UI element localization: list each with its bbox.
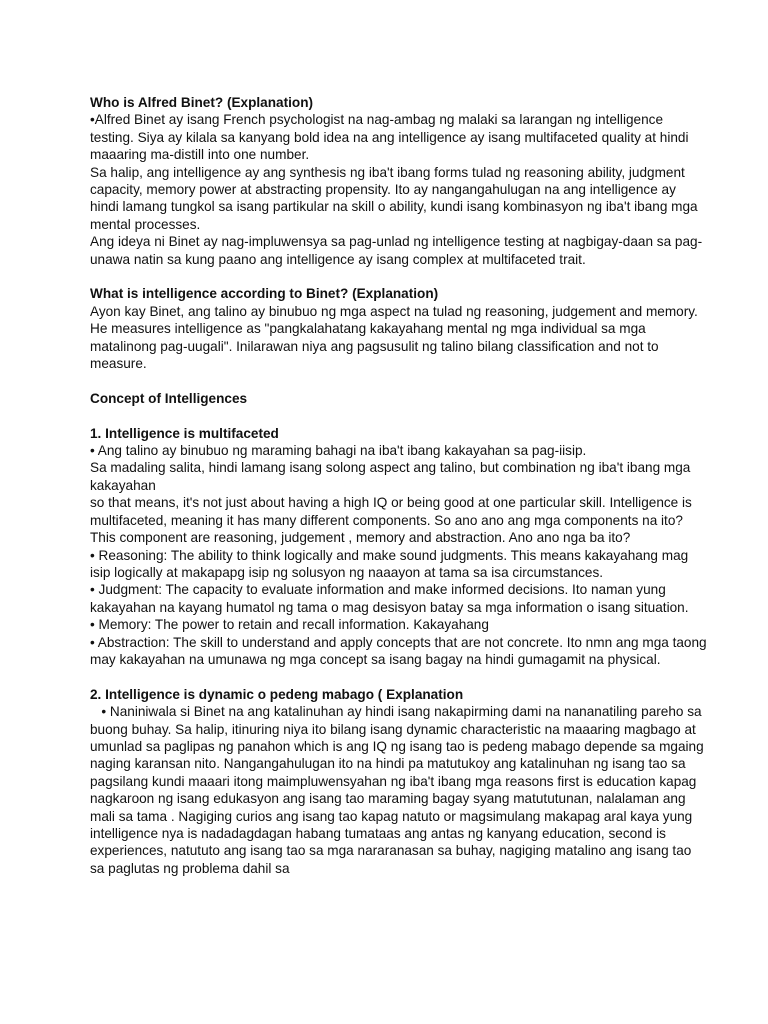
heading-intelligence-according-to-binet: What is intelligence according to Binet? (Explanation)	[90, 286, 439, 302]
heading-concept-of-intelligences: Concept of Intelligences	[90, 390, 248, 406]
paragraph: •Alfred Binet ay isang French psychologist na nag-ambag ng malaki sa larangan ng intelligence testing. Siya ay kilala sa kanyang bold idea na ang intelligence ay isang multifaceted quality at hindi maaaring ma-distill into one number.	[90, 112, 689, 163]
heading-who-is-binet: Who is Alfred Binet? (Explanation)	[90, 95, 314, 110]
bullet-judgment: • Judgment: The capacity to evaluate information and make informed decisions. Ito naman yung kakayahan na kayang humatol ng tama o mag desisyon batay sa mga information o isang situation.	[90, 582, 689, 615]
section-who-is-binet	[90, 94, 708, 268]
section-dynamic	[90, 686, 708, 877]
heading-dynamic: 2. Intelligence is dynamic o pedeng mabago ( Explanation	[90, 686, 464, 702]
spacer	[90, 407, 708, 424]
paragraph: Ayon kay Binet, ang talino ay binubuo ng mga aspect na tulad ng reasoning, judgement and memory. He measures intelligence as "pangkalahatang kakayahang mental ng mga individual sa mga matalinong pag-uugali". Inilarawan niya ang pagsusulit ng talino bilang classification and not to measure.	[90, 303, 698, 372]
bullet-memory: • Memory: The power to retain and recall information. Kakayahang	[90, 617, 489, 633]
spacer	[90, 268, 708, 285]
bullet-reasoning: • Reasoning: The ability to think logically and make sound judgments. This means kakayahang mag isip logically at makapapg isip ng solusyon ng naaayon at tama sa isa circumstances.	[90, 547, 689, 580]
spacer	[90, 668, 708, 685]
section-multifaceted	[90, 425, 708, 669]
paragraph: • Naniniwala si Binet na ang katalinuhan ay hindi isang nakapirming dami na nananatiling pareho sa buong buhay. Sa halip, itinuring niya ito bilang isang dynamic characteristic na maaaring magbago at umunlad sa paglipas ng panahon which is ang IQ ng isang tao is pedeng mabago depende sa mgaing naging karansan nito. Nangangahulugan ito na hindi pa matutukoy ang katalinuhan ng isang tao sa pagsilang kundi maaari itong maimpluwensyahan ng iba't ibang mga reasons first is education kapag nagkaroon ng isang edukasyon ang isang tao maraming bagay syang matututunan, nalalaman ang mali sa tama . Nagiging curios ang isang tao kapag natuto or magsimulang makapag aral kaya yung intelligence nya is nadadagdagan habang tumataas ang antas ng kanyang education, second is experiences, natututo ang isang tao sa mga nararanasan sa buhay, nagiging matalino ang isang tao sa paglutas ng problema dahil sa	[90, 704, 708, 876]
heading-multifaceted: 1. Intelligence is multifaceted	[90, 425, 279, 441]
paragraph: Sa madaling salita, hindi lamang isang solong aspect ang talino, but combination ng iba't ibang mga kakayahan	[90, 460, 691, 493]
spacer	[90, 372, 708, 389]
paragraph: Ang ideya ni Binet ay nag-impluwensya sa pag-unlad ng intelligence testing at nagbigay-daan sa pag-unawa natin sa kung paano ang intelligence ay isang complex at multifaceted trait.	[90, 234, 703, 267]
section-concept-of-intelligences	[90, 390, 708, 407]
paragraph: • Ang talino ay binubuo ng maraming bahagi na iba't ibang kakayahan sa pag-iisip.	[90, 443, 587, 459]
bullet-abstraction: • Abstraction: The skill to understand and apply concepts that are not concrete. Ito nmn ang mga taong may kakayahan na umunawa ng mga concept sa isang bagay na hindi gumagamit na physical.	[90, 634, 707, 667]
section-intelligence-according-to-binet	[90, 285, 708, 372]
paragraph: Sa halip, ang intelligence ay ang synthesis ng iba't ibang forms tulad ng reasoning ability, judgment capacity, memory power at abstracting propensity. Ito ay nangangahulugan na ang intelligence ay hindi lamang tungkol sa isang partikular na skill o ability, kundi isang kombinasyon ng iba't ibang mga mental processes.	[90, 164, 698, 232]
paragraph: so that means, it's not just about having a high IQ or being good at one particular skill. Intelligence is multifaceted, meaning it has many different components. So ano ano ang mga components na ito? This component are reasoning, judgement , memory and abstraction. Ano ano nga ba ito?	[90, 495, 692, 546]
